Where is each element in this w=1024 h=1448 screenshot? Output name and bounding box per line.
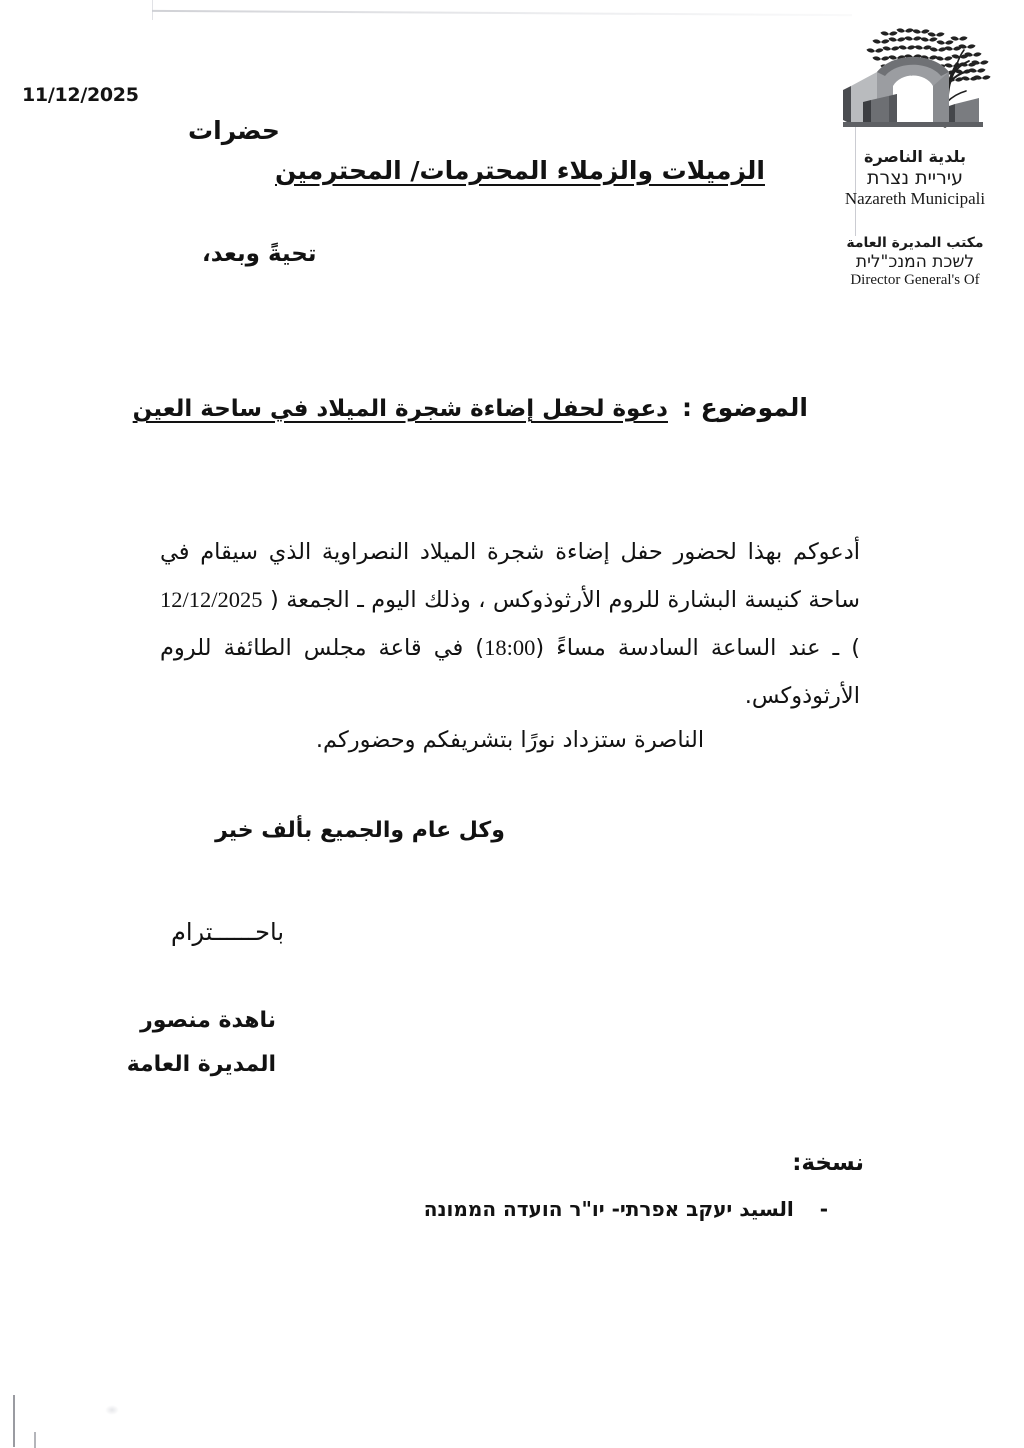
salutation-block <box>180 112 860 267</box>
letterhead-org-english: Nazareth Municipali <box>844 189 986 209</box>
signature-respect: باحــــــترام <box>170 918 284 946</box>
signature-name: ناهدة منصور <box>140 1008 276 1033</box>
cc-label: نسخة: <box>792 1150 864 1176</box>
body-text-part-3: ) في قاعة مجلس الطائفة للروم الأرثوذوكس. <box>160 635 860 709</box>
cc-item-dash: - <box>819 1197 828 1221</box>
document-date: 11/12/2025 <box>22 84 139 106</box>
subject-value: دعوة لحفل إضاءة شجرة الميلاد في ساحة العين <box>132 396 668 422</box>
subject-row <box>132 393 808 422</box>
cc-list-item <box>188 1197 828 1221</box>
signature-title: المديرة العامة <box>126 1052 276 1077</box>
cc-item-text: السيد יעקב אפרתי- יו"ר הועדה הממונה <box>423 1197 794 1221</box>
letterhead-org-arabic: بلدية الناصرة <box>864 147 966 166</box>
salutation-line-1: حضرات <box>188 116 280 145</box>
scan-artifact-bottom-mark-a <box>13 1395 15 1447</box>
body-text-part-2: ) ـ عند الساعة السادسة مساءً ( <box>535 635 861 661</box>
subject-label: الموضوع : <box>681 393 808 422</box>
salutation-greeting: تحيةً وبعد، <box>202 241 317 267</box>
scan-artifact-smudge <box>105 1405 119 1415</box>
letterhead-office-hebrew: לשכת המנכ"לית <box>855 251 975 272</box>
letterhead-office-english: Director General's Of <box>850 271 980 288</box>
scan-artifact-bottom-mark-b <box>34 1432 36 1448</box>
new-year-greeting: وكل عام والجميع بألف خير <box>215 818 505 843</box>
letterhead-office-arabic: مكتب المديرة العامة <box>846 235 984 252</box>
closing-sentence: الناصرة ستزداد نورًا بتشريفكم وحضوركم. <box>315 727 705 753</box>
body-text-part-1: أدعوكم بهذا لحضور حفل إضاءة شجرة الميلاد النصراوية الذي سيقام في ساحة كنيسة البشارة للروم الأرثوذوكس ، وذلك اليوم ـ الجمعة ( <box>160 539 860 613</box>
event-date: 12/12/2025 <box>160 587 263 612</box>
salutation-line-2: الزميلات والزملاء المحترمات/ المحترمين <box>275 155 765 185</box>
body-paragraph <box>160 528 860 720</box>
letterhead-org-hebrew: עיריית נצרת <box>867 166 963 189</box>
scan-artifact-left-tick <box>152 0 153 20</box>
nazareth-arch-tree-icon <box>837 14 993 142</box>
cc-list <box>188 1197 828 1221</box>
event-time: 18:00 <box>484 635 536 660</box>
scan-artifact-top-line <box>152 10 852 16</box>
